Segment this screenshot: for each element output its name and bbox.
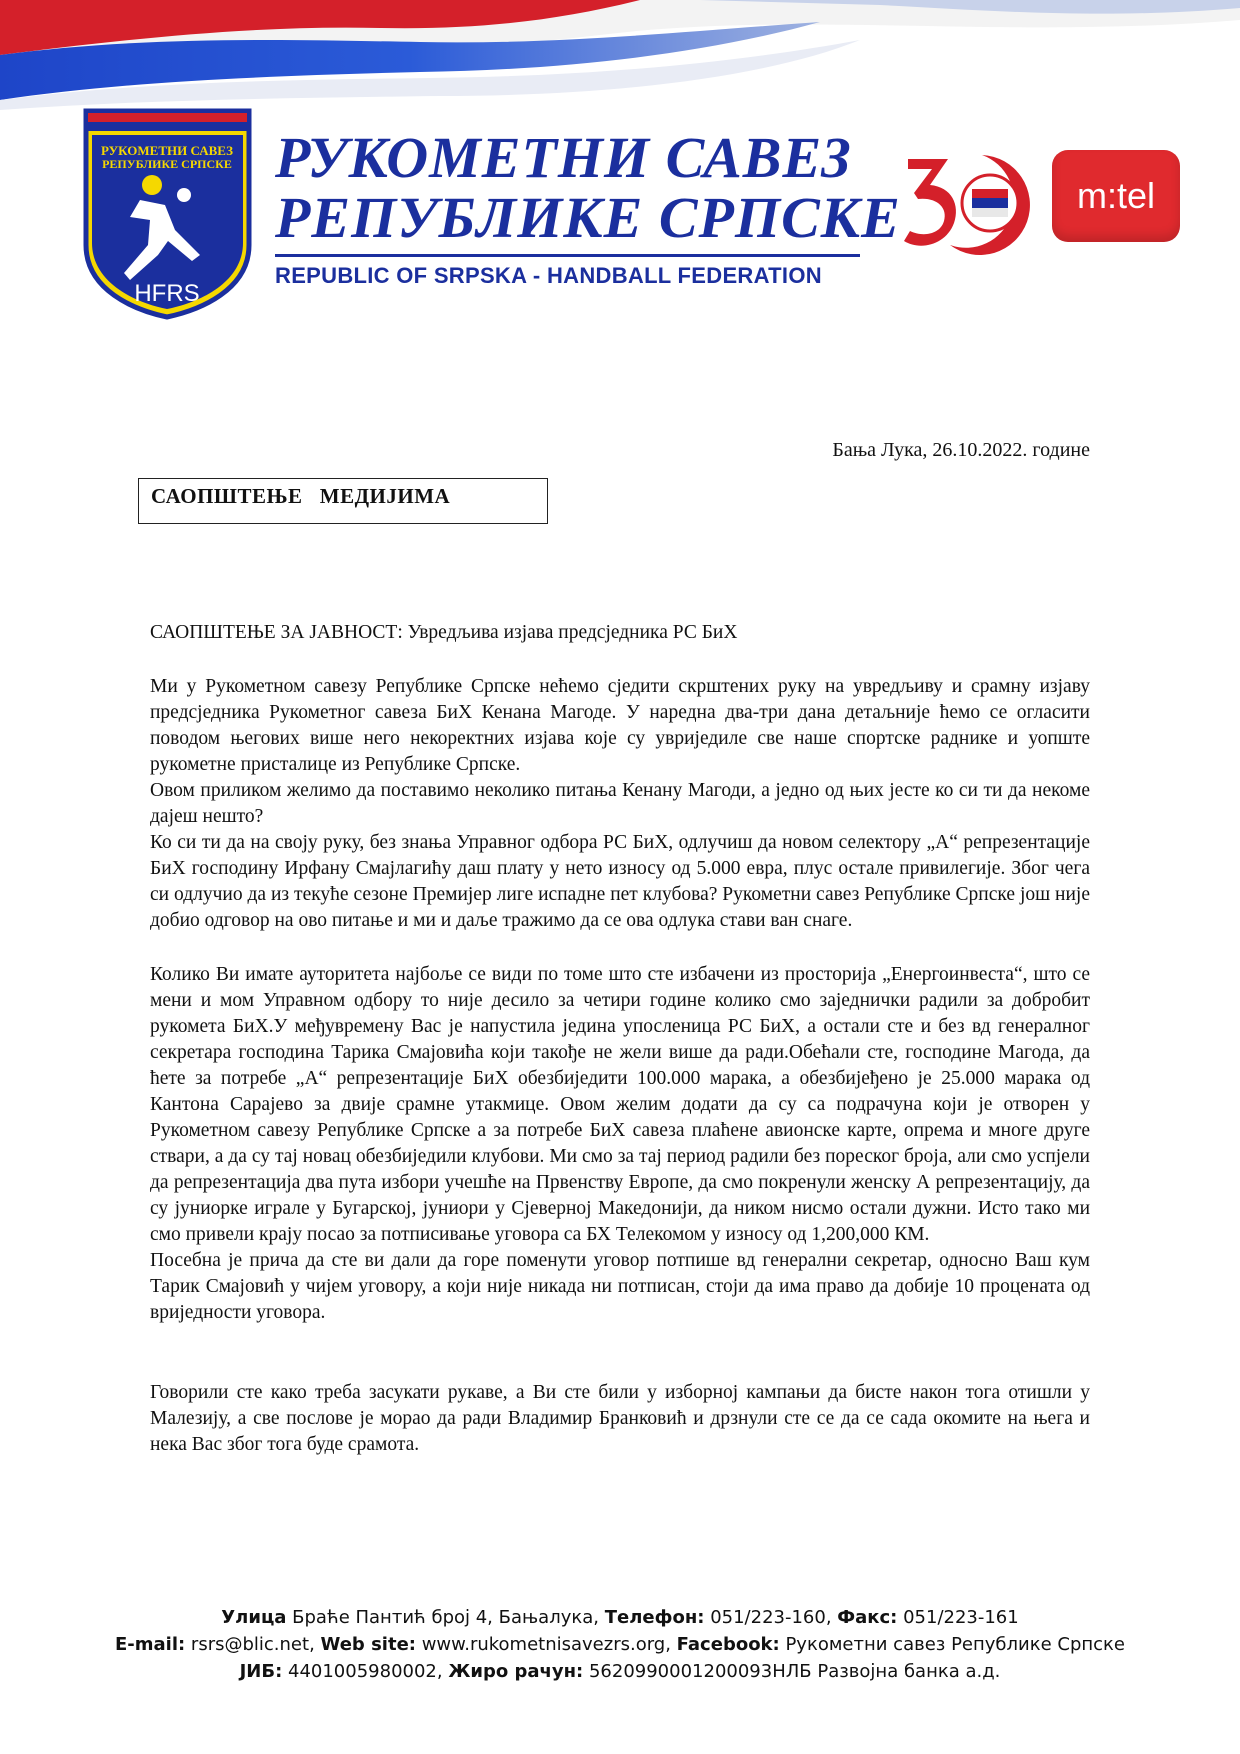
phone-value: 051/223-160,: [704, 1607, 838, 1628]
email-link[interactable]: rsrs@blic.net,: [185, 1634, 321, 1655]
paragraph-6: Говорили сте како треба засукати рукаве, а Ви сте били у изборној кампањи да бисте након тога отишли у Малезију, а све послове је морао да ради Владимир Бранковић и дрзнули сте се да се сада окомите на њега и нека Вас због тога буде срамота.: [150, 1382, 1090, 1455]
org-name-line2: РЕПУБЛИКЕ СРПСКЕ: [275, 185, 901, 250]
paragraph-2: Овом приликом желимо да поставимо неколико питања Кенану Магоди, а једно од њих јесте ко си ти да некоме дајеш нешто?: [150, 780, 1090, 827]
street-label: Улица: [221, 1607, 287, 1628]
website-link[interactable]: www.rukometnisavezrs.org,: [415, 1634, 677, 1655]
footer-contact: [0, 1604, 1240, 1685]
paragraph-5: Посебна је прича да сте ви дали да горе поменути уговор потпише вд генерални секретар, односно Ваш кум Тарик Смајовић у чијем уговору, а који није никада ни потписан, стоји да има право да добије 10 процената од вриједности уговора.: [150, 1250, 1090, 1323]
footer-online-line: [0, 1631, 1240, 1658]
facebook-value: Рукометни савез Републике Српске: [779, 1634, 1126, 1655]
svg-text:HFRS: HFRS: [134, 280, 200, 307]
footer-address-line: [0, 1604, 1240, 1631]
jib-value: 4401005980002,: [282, 1661, 449, 1682]
organization-title: [275, 125, 901, 289]
phone-label: Телефон:: [604, 1607, 705, 1628]
org-name-line1: РУКОМЕТНИ САВЕЗ: [275, 125, 852, 190]
facebook-label: Facebook:: [676, 1634, 780, 1655]
email-label: E-mail:: [114, 1634, 186, 1655]
org-name-english: REPUBLIC OF SRPSKA - HANDBALL FEDERATION: [275, 263, 822, 288]
svg-text:РУКОМЕТНИ САВЕЗ: РУКОМЕТНИ САВЕЗ: [101, 143, 233, 158]
federation-crest-logo: [80, 105, 255, 320]
paragraph-4: Колико Ви имате ауторитета најбоље се види по томе што сте избачени из просторија „Енергоинвеста“, што се мени и мом Управном одбору то није десило за четири године колико смо заједнички радили за добробит рукомета БиХ.У међувремену Вас је напустила једина упосленица РС БиХ, а остали сте и без вд генералног секретара господина Тарика Смајовића који такође не жели више да ради.Обећали сте, господине Магода, да ћете за потребе „А“ репрезентације БиХ обезбиједити 100.000 марака, а обезбијеђено је 25.000 марака од Кантона Сарајево за двије срамне утакмице. Овом желим додати да су са подрачуна који је отворен у Рукометном савезу Републике Српске а за потребе БиХ савеза плаћене авионске карте, опрема и многе друге ствари, а да су тај новац обезбиједили клубови. Ми смо за тај период радили без пореског броја, али смо успјели да репрезентација два пута избори учешће на Првенству Европе, да смо покренули женску А репрезентацију, да су јуниорке играле у Бугарској, јуниори у Сјеверној Македонији, да ником нисмо остали дужни. Исто тако ми смо привели крају посао за потписивање уговора са БХ Телекомом у износу од 1,200,000 КМ.: [150, 964, 1090, 1245]
sponsor-mtel-logo: m:tel: [1052, 150, 1180, 242]
media-title-box: [138, 478, 548, 524]
paragraph-1: Ми у Рукометном савезу Републике Српске нећемо сједити скрштених руку на увредљиву и срамну изјаву предсједника Рукометног савеза БиХ Кенана Магоде. У наредна два-три дана детаљније ћемо се огласити поводом његових више него некоректних изјава које су увриједиле све наше спортске раднике и уопште рукометне присталице из Републике Српске.: [150, 676, 1090, 775]
account-value: 5620990001200093НЛБ Развојна банка а.д.: [583, 1661, 1001, 1682]
anniversary-30-logo: [900, 145, 1035, 265]
account-label: Жиро рачун:: [448, 1661, 584, 1682]
release-heading: САОПШТЕЊЕ ЗА ЈАВНОСТ: Увредљива изјава предсједника РС БиХ: [150, 622, 738, 643]
web-label: Web site:: [320, 1634, 416, 1655]
date-line: Бања Лука, 26.10.2022. године: [832, 439, 1090, 461]
fax-label: Факс:: [837, 1607, 898, 1628]
press-release-body: [150, 620, 1090, 1458]
jib-label: ЈИБ:: [239, 1661, 283, 1682]
street-value: Браће Пантић број 4, Бањалука,: [286, 1607, 605, 1628]
footer-bank-line: [0, 1658, 1240, 1685]
svg-text:РЕПУБЛИКЕ СРПСКЕ: РЕПУБЛИКЕ СРПСКЕ: [102, 157, 232, 171]
flag-wave-banner: [0, 0, 1240, 110]
fax-value: 051/223-161: [897, 1607, 1019, 1628]
media-title: САОПШТЕЊЕ МЕДИЈИМА: [151, 484, 451, 508]
title-divider: [275, 254, 860, 257]
paragraph-3: Ко си ти да на своју руку, без знања Управног одбора РС БиХ, одлучиш да новом селектору „А“ репрезентације БиХ господину Ирфану Смајлагићу даш плату у нето износу од 5.000 евра, плус остале привилегије. Због чега си одлучио да из текуће сезоне Премијер лиге испадне пет клубова? Рукометни савез Републике Српске још није добио одговор на ово питање и ми и даље тражимо да се ова одлука стави ван снаге.: [150, 832, 1090, 931]
